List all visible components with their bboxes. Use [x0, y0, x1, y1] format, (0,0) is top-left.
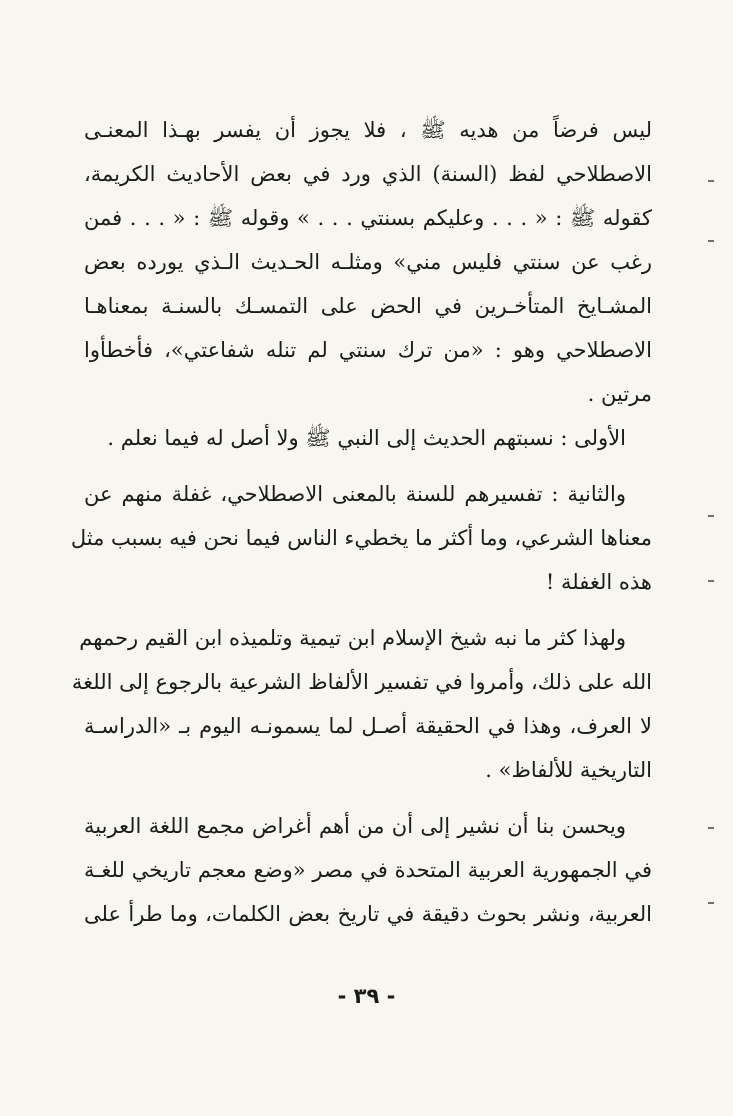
text-line: الله على ذلك، وأمروا في تفسير الألفاظ الشرعية بالرجوع إلى اللغة — [71, 670, 652, 694]
text-line: ليس فرضاً من هديه ﷺ ، فلا يجوز أن يفسر بهـذا المعنـى — [84, 118, 652, 142]
text-line: ويحسن بنا أن نشير إلى أن من أهم أغراض مجمع اللغة العربية — [84, 814, 626, 838]
text-line: رغب عن سنتي فليس مني» ومثلـه الحـديث الـذي يورده بعض — [84, 250, 652, 274]
text-line: هذه الغفلة ! — [545, 570, 652, 594]
text-line: العربية، ونشر بحوث دقيقة في تاريخ بعض الكلمات، وما طرأ على — [84, 902, 652, 926]
text-line: مرتين . — [587, 382, 652, 406]
text-line: لا العرف، وهذا في الحقيقة أصـل لما يسمونـه اليوم بـ «الدراسـة — [84, 714, 652, 738]
margin-mark — [708, 827, 714, 829]
margin-mark — [708, 902, 714, 904]
margin-mark — [708, 180, 714, 182]
text-line: والثانية : تفسيرهم للسنة بالمعنى الاصطلاحي، غفلة منهم عن — [84, 482, 626, 506]
margin-mark — [708, 580, 714, 582]
margin-mark — [708, 515, 714, 517]
text-line: الأولى : نسبتهم الحديث إلى النبي ﷺ ولا أصل له فيما نعلم . — [107, 426, 626, 450]
page-body — [70, 108, 652, 936]
text-line: معناها الشرعي، وما أكثر ما يخطيء الناس فيما نحن فيه بسبب مثل — [70, 526, 652, 550]
page-number: - ٣٩ - — [337, 984, 396, 1008]
text-line: الاصطلاحي وهو : «من ترك سنتي لم تنله شفاعتي»، فأخطأوا — [84, 338, 652, 362]
text-line: كقوله ﷺ : « . . . وعليكم بسنتي . . . » وقوله ﷺ : « . . . فمن — [84, 206, 652, 230]
text-line: المشـايخ المتأخـرين في الحض على التمسـك بالسنـة بمعناهـا — [84, 294, 652, 318]
text-line: ولهذا كثر ما نبه شيخ الإسلام ابن تيمية وتلميذه ابن القيم رحمهم — [79, 626, 626, 650]
margin-mark — [708, 240, 714, 242]
text-line: الاصطلاحي لفظ (السنة) الذي ورد في بعض الأحاديث الكريمة، — [84, 162, 652, 186]
text-line: في الجمهورية العربية المتحدة في مصر «وضع معجم تاريخي للغـة — [84, 858, 652, 882]
text-line: التاريخية للألفاظ» . — [485, 758, 652, 782]
